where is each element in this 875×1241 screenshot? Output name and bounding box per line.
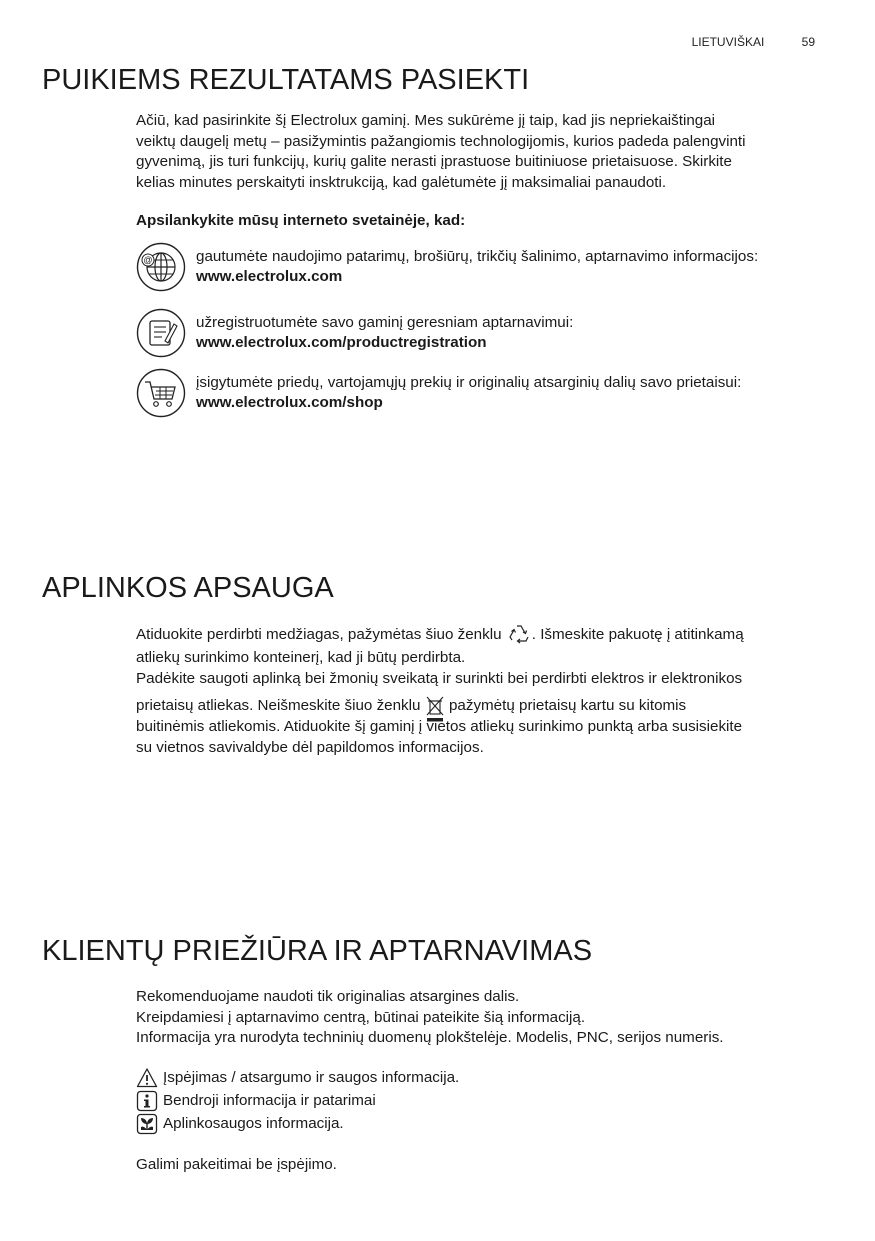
environment-paragraph: Atiduokite perdirbti medžiagas, pažymėtas šiuo ženklu . Išmeskite pakuotę į atitinkamą atliekų surinkimo konteinerį, kad ji būtų perdirbta. Padėkite saugoti aplinką bei žmonių sveikatą ir surinkti bei perdirbti elektros ir elektronikos prietaisų atliekas. Neišmeskite šiuo ženklu pažymėtų prietaisų kartu su kitomis buitinėmis atliekomis. Atiduokite šį gaminį į vietos atliekų surinkimo punktą arba susisiekite su vietnos savivaldybe dėl papildomos informacijos. [136, 622, 826, 758]
legend-item-environment: Aplinkosaugos informacija. [136, 1112, 459, 1135]
section-title-results: PUIKIEMS REZULTATAMS PASIEKTI [42, 64, 530, 96]
intro-paragraph: Ačiū, kad pasirinkite šį Electrolux gaminį. Mes sukūrėme jį taip, kad jis nepriekaištingai veiktų daugelį metų – pasižymintis pažangiomis technologijomis, kurios padeda palengvinti gyvenimą, jis turi funkcijų, kurių galite nerasti įprastuose buitiniuose prietaisuose. Skirkite kelias minutes perskaityti insktrukciją, kad galėtumėte jį maksimaliai panaudoti. [136, 112, 746, 191]
website-item-text: užregistruotumėte savo gaminį geresniam aptarnavimui: [196, 314, 574, 331]
website-link[interactable]: www.electrolux.com/productregistration [196, 334, 487, 351]
website-link[interactable]: www.electrolux.com [196, 268, 343, 285]
legend-item-info: Bendroji informacija ir patarimai [136, 1089, 459, 1112]
visit-heading: Apsilankykite mūsų interneto svetainėje, kad: [136, 212, 466, 229]
page-header [692, 35, 815, 49]
website-item-text: gautumėte naudojimo patarimų, brošiūrų, trikčių šalinimo, aptarnavimo informacijos: [196, 248, 759, 265]
warning-icon [136, 1067, 158, 1089]
section-title-environment: APLINKOS APSAUGA [42, 572, 334, 604]
globe-icon [136, 242, 186, 292]
shopping-cart-icon [136, 368, 186, 418]
info-icon [136, 1090, 158, 1112]
svg-text:@: @ [143, 255, 153, 265]
page-number: 59 [801, 35, 815, 49]
changes-note: Galimi pakeitimai be įspėjimo. [136, 1156, 337, 1173]
section-title-customer-care: KLIENTŲ PRIEŽIŪRA IR APTARNAVIMAS [42, 935, 593, 967]
legend-item-warning: Įspėjimas / atsargumo ir saugos informacija. [136, 1066, 459, 1089]
environment-icon [136, 1113, 158, 1135]
recycle-icon [506, 622, 532, 648]
customer-care-paragraph: Rekomenduojame naudoti tik originalias atsargines dalis. Kreipdamiesi į aptarnavimo centrą, būtinai pateikite šią informaciją. Informacija yra nurodyta techninių duomenų plokštelėje. Modelis, PNC, serijos numeris. [136, 988, 724, 1046]
website-item-text: įsigytumėte priedų, vartojamųjų prekių ir originalių atsarginių dalių savo prietaisui: [196, 374, 742, 391]
registration-icon [136, 308, 186, 358]
symbol-legend [136, 1066, 459, 1135]
language-label: LIETUVIŠKAI [691, 35, 765, 49]
website-link[interactable]: www.electrolux.com/shop [196, 394, 383, 411]
